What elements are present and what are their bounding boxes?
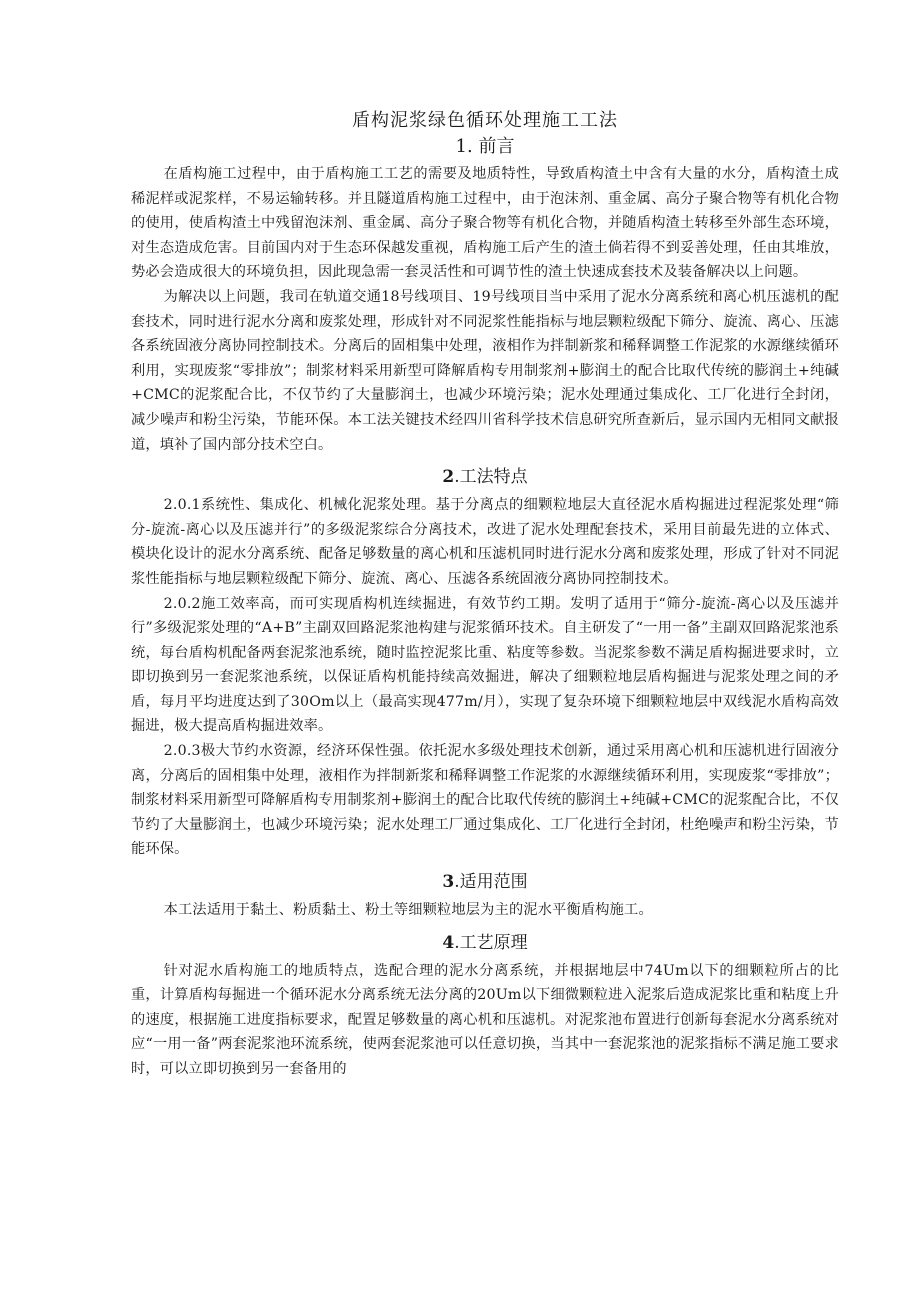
paragraph: 2.0.1系统性、集成化、机械化泥浆处理。基于分离点的细颗粒地层大直径泥水盾构掘进过程泥浆处理“筛分-旋流-离心以及压滤并行”的多级泥浆综合分离技术，改进了泥水处理配套技术，采用目前最先进的立体式、模块化设计的泥水分离系统、配备足够数量的离心机和压滤机同时进行泥水分离和废浆处理，形成了针对不同泥浆性能指标与地层颗粒级配下筛分、旋流、离心、压滤各系统固液分离协同控制技术。 [131, 497, 839, 587]
section-heading-intro: 1. 前言 [455, 136, 515, 157]
paragraph: 本工法适用于黏土、粉质黏土、粉土等细颗粒地层为主的泥水平衡盾构施工。 [163, 902, 653, 919]
section-heading-text: .适用范围 [454, 872, 528, 893]
section-heading-text: .工法特点 [454, 467, 528, 488]
document-page [131, 108, 839, 1082]
section-number: 2 [442, 467, 455, 488]
paragraph: 为解决以上问题，我司在轨道交通18号线项目、19号线项目当中采用了泥水分离系统和离心机压滤机的配套技术，同时进行泥水分离和废浆处理，形成针对不同泥浆性能指标与地层颗粒级配下筛分、旋流、离心、压滤各系统固液分离协同控制技术。分离后的固相集中处理，液相作为拌制新浆和稀释调整工作泥浆的水源继续循环利用，实现废浆“零排放”；制浆材料采用新型可降解盾构专用制浆剂+膨润土的配合比取代传统的膨润土+纯碱+CMC的泥浆配合比，不仅节约了大量膨润土，也减少环境污染；泥水处理通过集成化、工厂化进行全封闭，减少噪声和粉尘污染，节能环保。本工法关键技术经四川省科学技术信息研究所查新后，显示国内无相同文献报道，填补了国内部分技术空白。 [131, 288, 839, 453]
paragraph: 在盾构施工过程中，由于盾构施工工艺的需要及地质特性，导致盾构渣土中含有大量的水分，盾构渣土成稀泥样或泥浆样，不易运输转移。并且隧道盾构施工过程中，由于泡沫剂、重金属、高分子聚合物等有机化合物的使用，使盾构渣土中残留泡沫剂、重金属、高分子聚合物等有机化合物，并随盾构渣土转移至外部生态环境，对生态造成危害。目前国内对于生态环保越发重视，盾构施工后产生的渣土倘若得不到妥善处理，任由其堆放，势必会造成很大的环境负担，因此现急需一套灵活性和可调节性的渣土快速成套技术及装备解决以上问题。 [131, 166, 839, 281]
paragraph: 针对泥水盾构施工的地质特点，选配合理的泥水分离系统，并根据地层中74Um以下的细颗粒所占的比重，计算盾构每掘进一个循环泥水分离系统无法分离的20Um以下细微颗粒进入泥浆后造成泥浆比重和粘度上升的速度，根据施工进度指标要求，配置足够数量的离心机和压滤机。对泥浆池布置进行创新每套泥水分离系统对应“一用一备”两套泥浆池环流系统，使两套泥浆池可以任意切换，当其中一套泥浆池的泥浆指标不满足施工要求时，可以立即切换到另一套备用的 [131, 962, 839, 1077]
section-heading-features [131, 463, 839, 491]
paragraph: 2.0.2施工效率高，而可实现盾构机连续掘进，有效节约工期。发明了适用于“筛分-旋流-离心以及压滤并行”多级泥浆处理的“A+B”主副双回路泥浆池构建与泥浆循环技术。自主研发了“一用一备”主副双回路泥浆池系统，每台盾构机配备两套泥浆池系统，随时监控泥浆比重、粘度等参数。当泥浆参数不满足盾构掘进要求时，立即切换到另一套泥浆池系统，以保证盾构机能持续高效掘进，解决了细颗粒地层盾构掘进与泥浆处理之间的矛盾，每月平均进度达到了30Om以上（最高实现477m∕月），实现了复杂环境下细颗粒地层中双线泥水盾构高效掘进，极大提高盾构掘进效率。 [131, 595, 839, 735]
section-heading-scope [131, 868, 839, 896]
section-number: 4 [442, 932, 455, 953]
paragraph: 2.0.3极大节约水资源，经济环保性强。依托泥水多级处理技术创新，通过采用离心机和压滤机进行固液分离，分离后的固相集中处理，液相作为拌制新浆和稀释调整工作泥浆的水源继续循环利用，实现废浆“零排放”；制浆材料采用新型可降解盾构专用制浆剂+膨润土的配合比取代传统的膨润土+纯碱+CMC的泥浆配合比，不仅节约了大量膨润土，也减少环境污染；泥水处理工厂通过集成化、工厂化进行全封闭，杜绝噪声和粉尘污染，节能环保。 [131, 743, 839, 858]
section-number: 3 [442, 872, 455, 893]
section-heading-principle [131, 929, 839, 957]
section-heading-text: .工艺原理 [454, 932, 528, 953]
document-title: 盾构泥浆绿色循环处理施工工法 [352, 110, 618, 131]
